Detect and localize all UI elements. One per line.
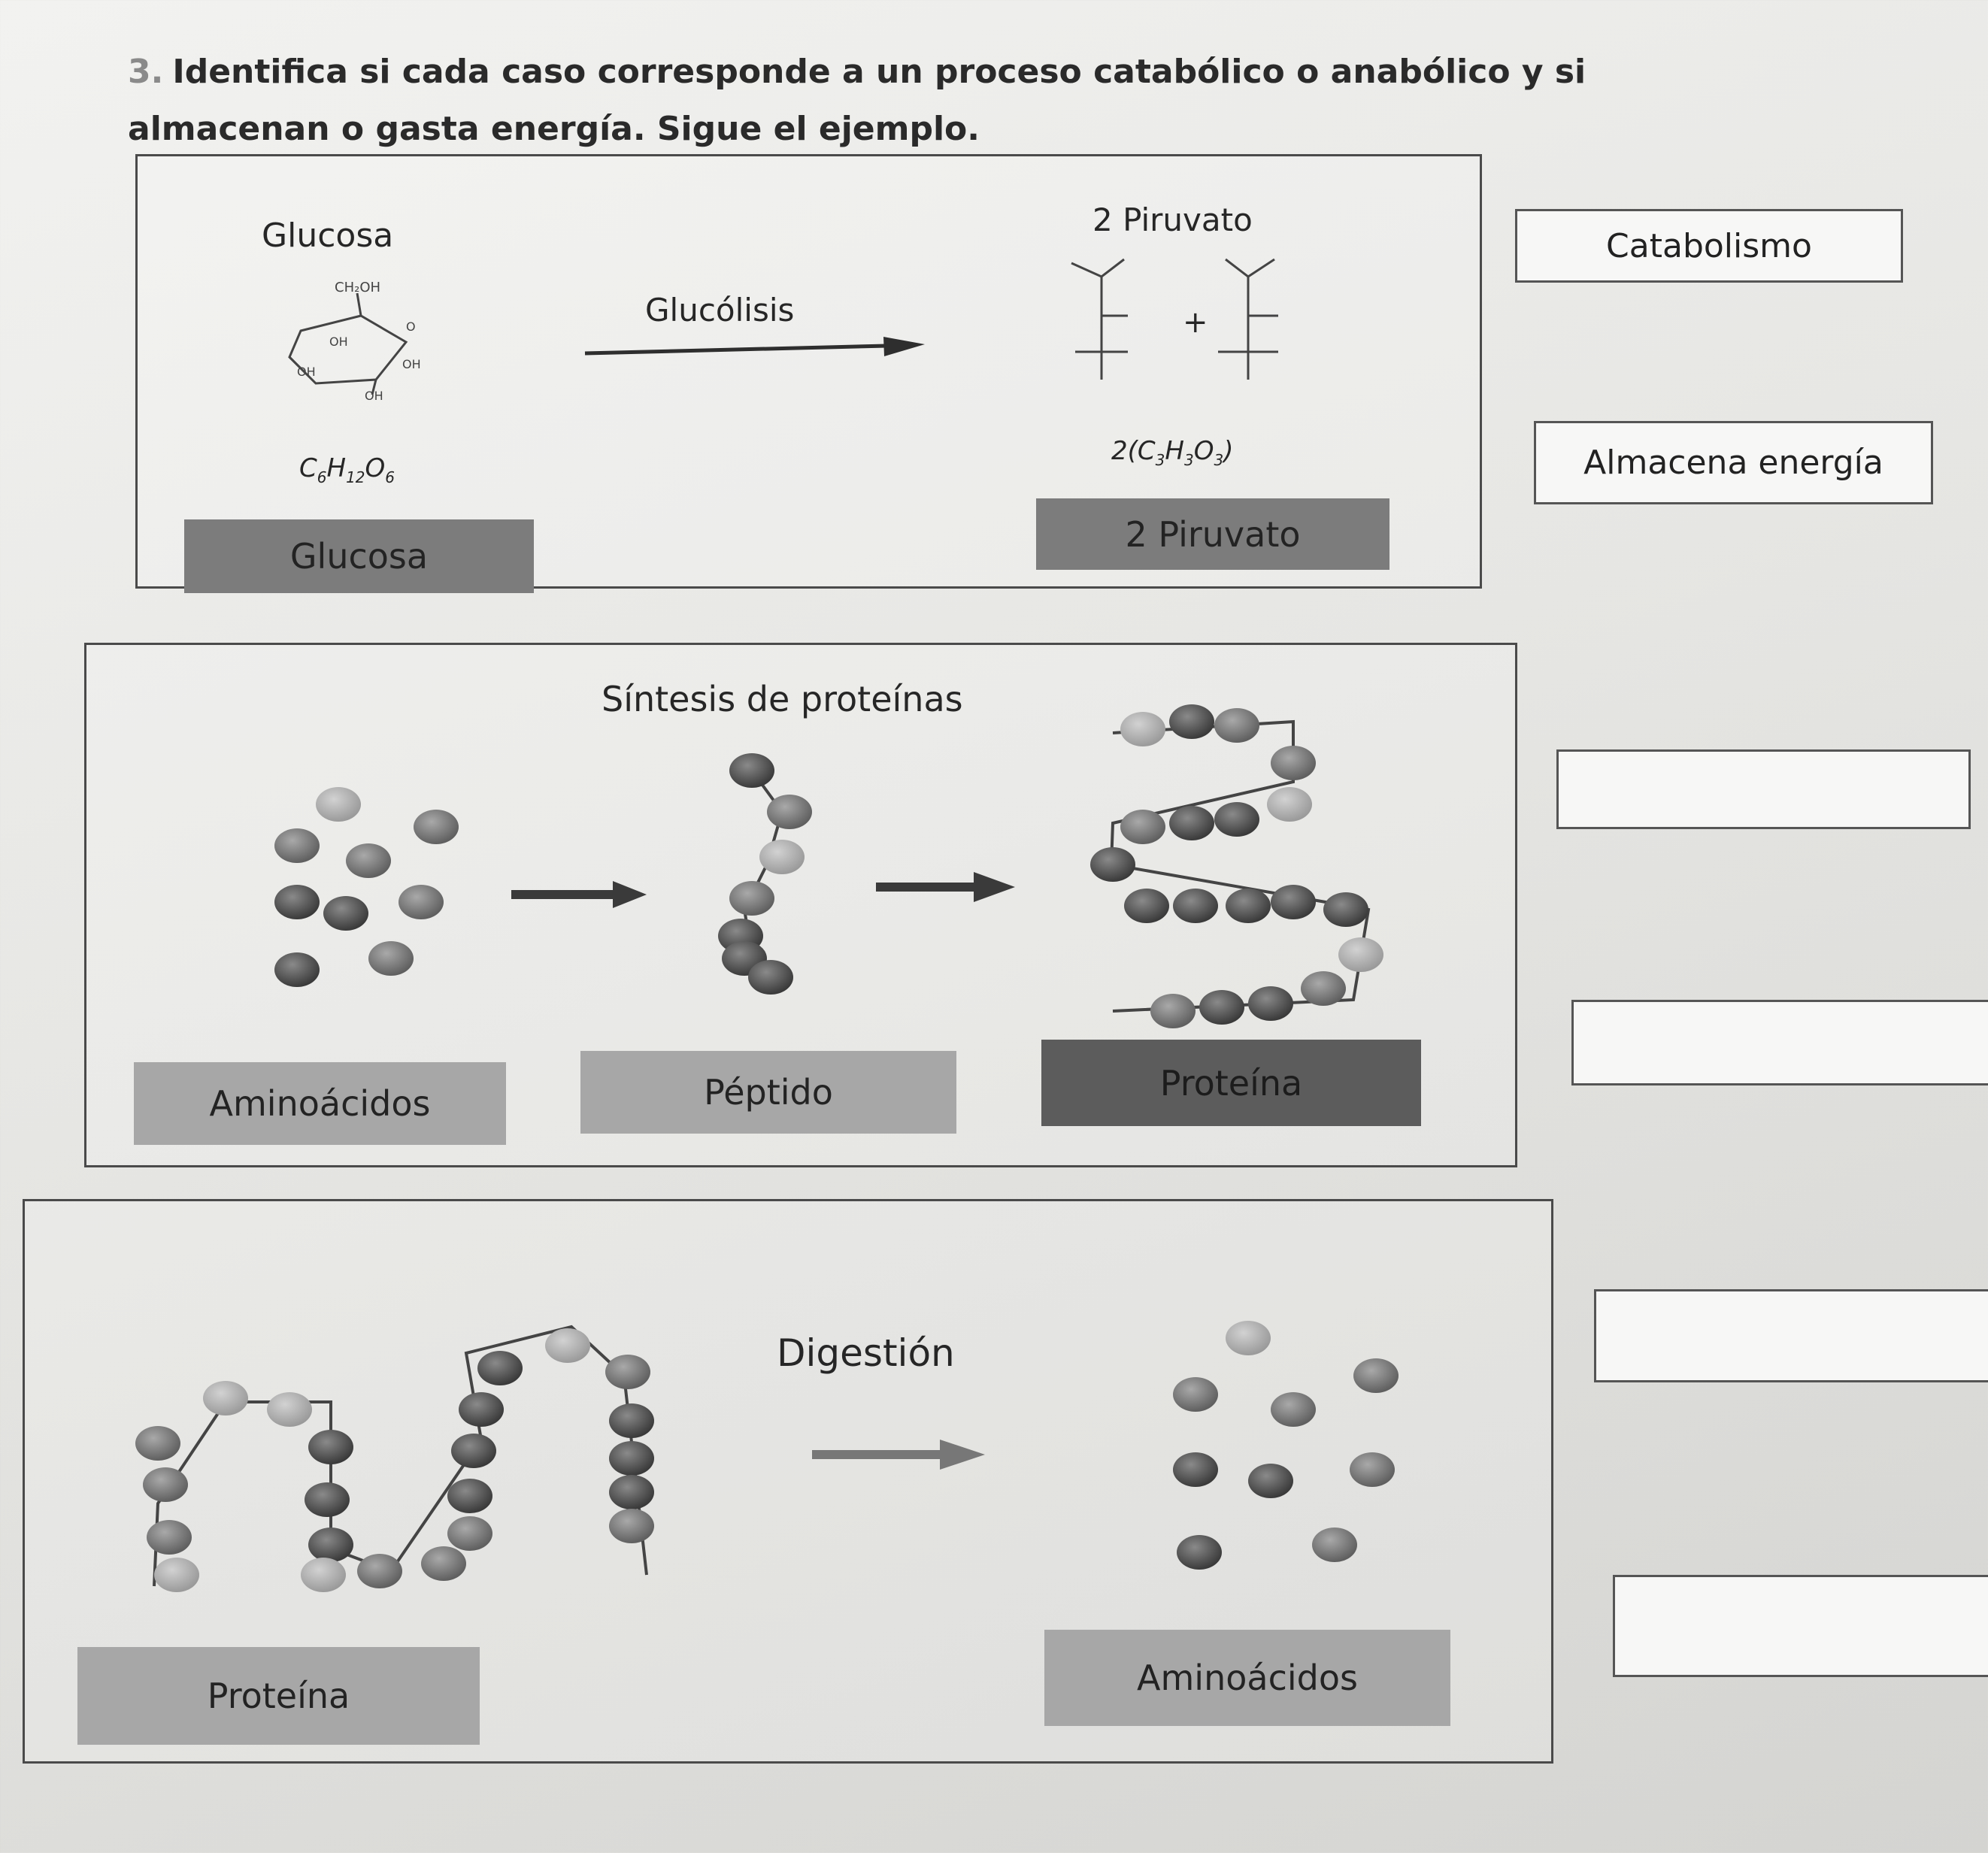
svg-text:OH: OH <box>329 335 348 349</box>
amino-acid-bead <box>154 1558 199 1592</box>
glucose-structure-icon <box>289 280 421 403</box>
pyruvate-structure-icon <box>1071 259 1278 380</box>
plus-sign: + <box>1183 305 1208 340</box>
amino-acid-bead <box>1150 994 1196 1028</box>
amino-acid-bead <box>1323 892 1368 927</box>
amino-acid-bead <box>1226 889 1271 923</box>
amino-acid-bead <box>346 843 391 878</box>
exercise-number: 3. <box>128 53 164 91</box>
amino-acid-bead <box>1169 704 1214 739</box>
amino-acid-bead <box>1124 889 1169 923</box>
label-protein: Proteína <box>1041 1040 1421 1126</box>
amino-acid-bead <box>357 1554 402 1588</box>
pyruvate-title: 2 Piruvato <box>1092 201 1253 238</box>
amino-acid-bead <box>477 1351 523 1385</box>
process-digestion: Digestión <box>777 1331 955 1375</box>
amino-acid-bead <box>1271 885 1316 919</box>
amino-acid-bead <box>1120 810 1165 844</box>
amino-acid-bead <box>729 753 774 788</box>
digestion-arrow-icon <box>812 1440 985 1470</box>
amino-acid-bead <box>447 1479 492 1513</box>
amino-acid-bead <box>305 1482 350 1517</box>
amino-acid-bead <box>748 960 793 995</box>
protein-chain-line <box>1111 722 1368 1011</box>
amino-acid-bead <box>274 952 320 987</box>
label-peptide: Péptido <box>580 1051 956 1134</box>
amino-acid-bead <box>399 885 444 919</box>
answer-type-example[interactable]: Catabolismo <box>1515 209 1903 283</box>
svg-text:OH: OH <box>365 389 383 403</box>
amino-acid-bead <box>414 810 459 844</box>
amino-acid-bead <box>1169 806 1214 840</box>
pyruvate-formula: $2(C_3H_3O_3)$ <box>1111 436 1234 469</box>
svg-text:OH: OH <box>402 357 421 371</box>
amino-acid-bead <box>1312 1528 1357 1562</box>
amino-acid-bead <box>1177 1535 1222 1570</box>
amino-acid-bead <box>1353 1358 1399 1393</box>
amino-acid-bead <box>767 795 812 829</box>
svg-text:OH: OH <box>297 365 316 379</box>
amino-acid-bead <box>1248 986 1293 1021</box>
amino-acid-bead <box>1267 787 1312 822</box>
amino-acid-bead <box>308 1528 353 1562</box>
synthesis-arrow-1-icon <box>511 881 647 908</box>
amino-acid-bead <box>1173 889 1218 923</box>
amino-acid-bead <box>609 1509 654 1543</box>
amino-acid-bead <box>421 1546 466 1581</box>
label-amino-acids: Aminoácidos <box>134 1062 506 1145</box>
amino-acid-bead <box>274 828 320 863</box>
amino-acid-bead <box>1199 990 1244 1025</box>
synthesis-arrow-2-icon <box>876 872 1015 902</box>
glycolysis-arrow-icon <box>585 337 925 356</box>
amino-acid-bead <box>609 1403 654 1438</box>
amino-acid-bead <box>267 1392 312 1427</box>
glucose-formula: $C_6H_{12}O_6$ <box>299 453 395 486</box>
amino-acid-bead <box>451 1434 496 1468</box>
amino-acid-bead <box>1271 1392 1316 1427</box>
amino-acid-bead <box>143 1467 188 1502</box>
amino-acid-bead <box>301 1558 346 1592</box>
label-glucose: Glucosa <box>184 519 534 593</box>
amino-acid-bead <box>368 941 414 976</box>
amino-acid-bead <box>759 840 805 874</box>
protein-folded-line <box>154 1327 647 1586</box>
amino-acid-bead <box>1120 712 1165 746</box>
amino-acid-bead <box>447 1516 492 1551</box>
amino-acid-bead <box>1214 802 1259 837</box>
label-amino-acids-2: Aminoácidos <box>1044 1630 1450 1726</box>
amino-acid-bead <box>605 1355 650 1389</box>
amino-acid-bead <box>316 787 361 822</box>
amino-acid-bead <box>1338 937 1383 972</box>
answer-energy-example[interactable]: Almacena energía <box>1534 421 1933 504</box>
amino-acid-bead <box>1214 708 1259 743</box>
amino-acid-bead <box>1173 1377 1218 1412</box>
glucose-title: Glucosa <box>262 216 394 255</box>
amino-acid-bead <box>609 1441 654 1476</box>
amino-acid-bead <box>308 1430 353 1464</box>
svg-text:O: O <box>406 319 416 334</box>
amino-acid-bead <box>147 1520 192 1555</box>
amino-acid-bead <box>545 1328 590 1363</box>
process-protein-synthesis: Síntesis de proteínas <box>602 679 963 719</box>
amino-acid-bead <box>1226 1321 1271 1355</box>
amino-acid-bead <box>609 1475 654 1509</box>
beads-group <box>135 704 1399 1592</box>
amino-acid-bead <box>1248 1464 1293 1498</box>
amino-acid-bead <box>274 885 320 919</box>
instruction-text: Identifica si cada caso corresponde a un proceso catabólico o anabólico y si almacenan o gasta energía. Sigue el ejemplo. <box>128 53 1586 148</box>
svg-text:CH₂OH: CH₂OH <box>335 280 381 295</box>
amino-acid-bead <box>323 896 368 931</box>
amino-acid-bead <box>203 1381 248 1415</box>
amino-acid-bead <box>729 881 774 916</box>
amino-acid-bead <box>1350 1452 1395 1487</box>
amino-acid-bead <box>459 1392 504 1427</box>
amino-acid-bead <box>1173 1452 1218 1487</box>
amino-acid-bead <box>1271 746 1316 780</box>
amino-acid-bead <box>1301 971 1346 1006</box>
amino-acid-bead <box>1090 847 1135 882</box>
amino-acid-bead <box>135 1426 180 1461</box>
label-pyruvate: 2 Piruvato <box>1036 498 1389 570</box>
label-protein-2: Proteína <box>77 1647 480 1745</box>
process-glycolysis: Glucólisis <box>645 292 795 329</box>
